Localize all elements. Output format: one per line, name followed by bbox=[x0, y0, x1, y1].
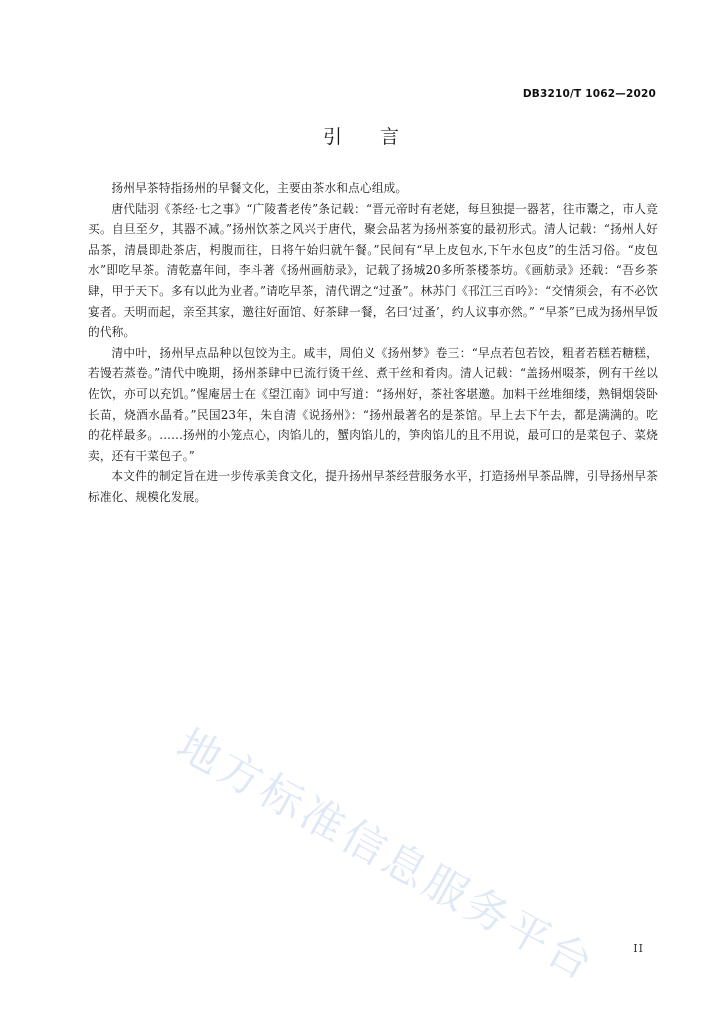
paragraph-1: 扬州早茶特指扬州的早餐文化，主要由茶水和点心组成。 bbox=[111, 181, 408, 195]
page-title bbox=[0, 122, 724, 149]
title-char-1: 引 bbox=[322, 126, 344, 148]
document-code: DB3210/T 1062—2020 bbox=[522, 88, 656, 100]
watermark-text: 地方标准信息服务平台 bbox=[168, 719, 604, 992]
page-number: II bbox=[633, 942, 644, 955]
paragraph-4: 本文件的制定旨在进一步传承美食文化，提升扬州早茶经营服务水平，打造扬州早茶品牌，引导扬州早茶标准化、规模化发展。 bbox=[88, 469, 658, 504]
paragraph-3: 清中叶，扬州早点品种以包饺为主。咸丰，周伯义《扬州梦》卷三：“早点若包若饺，粗者若糕若糖糕，若馒若蒸卷。”清代中晚期，扬州茶肆中已流行烫干丝、煮干丝和肴肉。清人记载：“盖扬州啜茶，例有干丝以佐饮，亦可以充饥。”惺庵居士在《望江南》词中写道：“扬州好，茶社客堪邀。加料干丝堆细缕，熟铜烟袋卧长苗，烧酒水晶肴。”民国23年，朱自清《说扬州》：“扬州最著名的是茶馆。早上去下午去，都是满满的。吃的花样最多。……扬州的小笼点心，肉馅儿的，蟹肉馅儿的，笋肉馅儿的且不用说，最可口的是菜包子、菜烧卖，还有干菜包子。” bbox=[88, 345, 658, 463]
title-char-2: 言 bbox=[380, 126, 402, 148]
paragraph-2: 唐代陆羽《茶经·七之事》“广陵耆老传”条记载：“晋元帝时有老姥，每旦独提一器茗，往市鬻之，市人竞买。自旦至夕，其器不减。”扬州饮茶之风兴于唐代，聚会品茗为扬州茶宴的最初形式。清人记载：“扬州人好品茶，清晨即赴茶店，枵腹而往，日将午始归就午餐。”民间有“早上皮包水,下午水包皮”的生活习俗。“皮包水”即吃早茶。清乾嘉年间，李斗著《扬州画舫录》，记载了扬城20多所茶楼茶坊。《画舫录》还载：“吾乡茶肆，甲于天下。多有以此为业者。”请吃早茶，清代谓之“过蚤”。林苏门《邗江三百吟》：“交情须会，有不必饮宴者。天明而起，亲至其家，邀往好面馆、好茶肆一餐，名曰‘过蚤’，约人议事亦然。” “早茶”已成为扬州早饭的代称。 bbox=[88, 201, 658, 340]
body-text bbox=[88, 178, 658, 508]
